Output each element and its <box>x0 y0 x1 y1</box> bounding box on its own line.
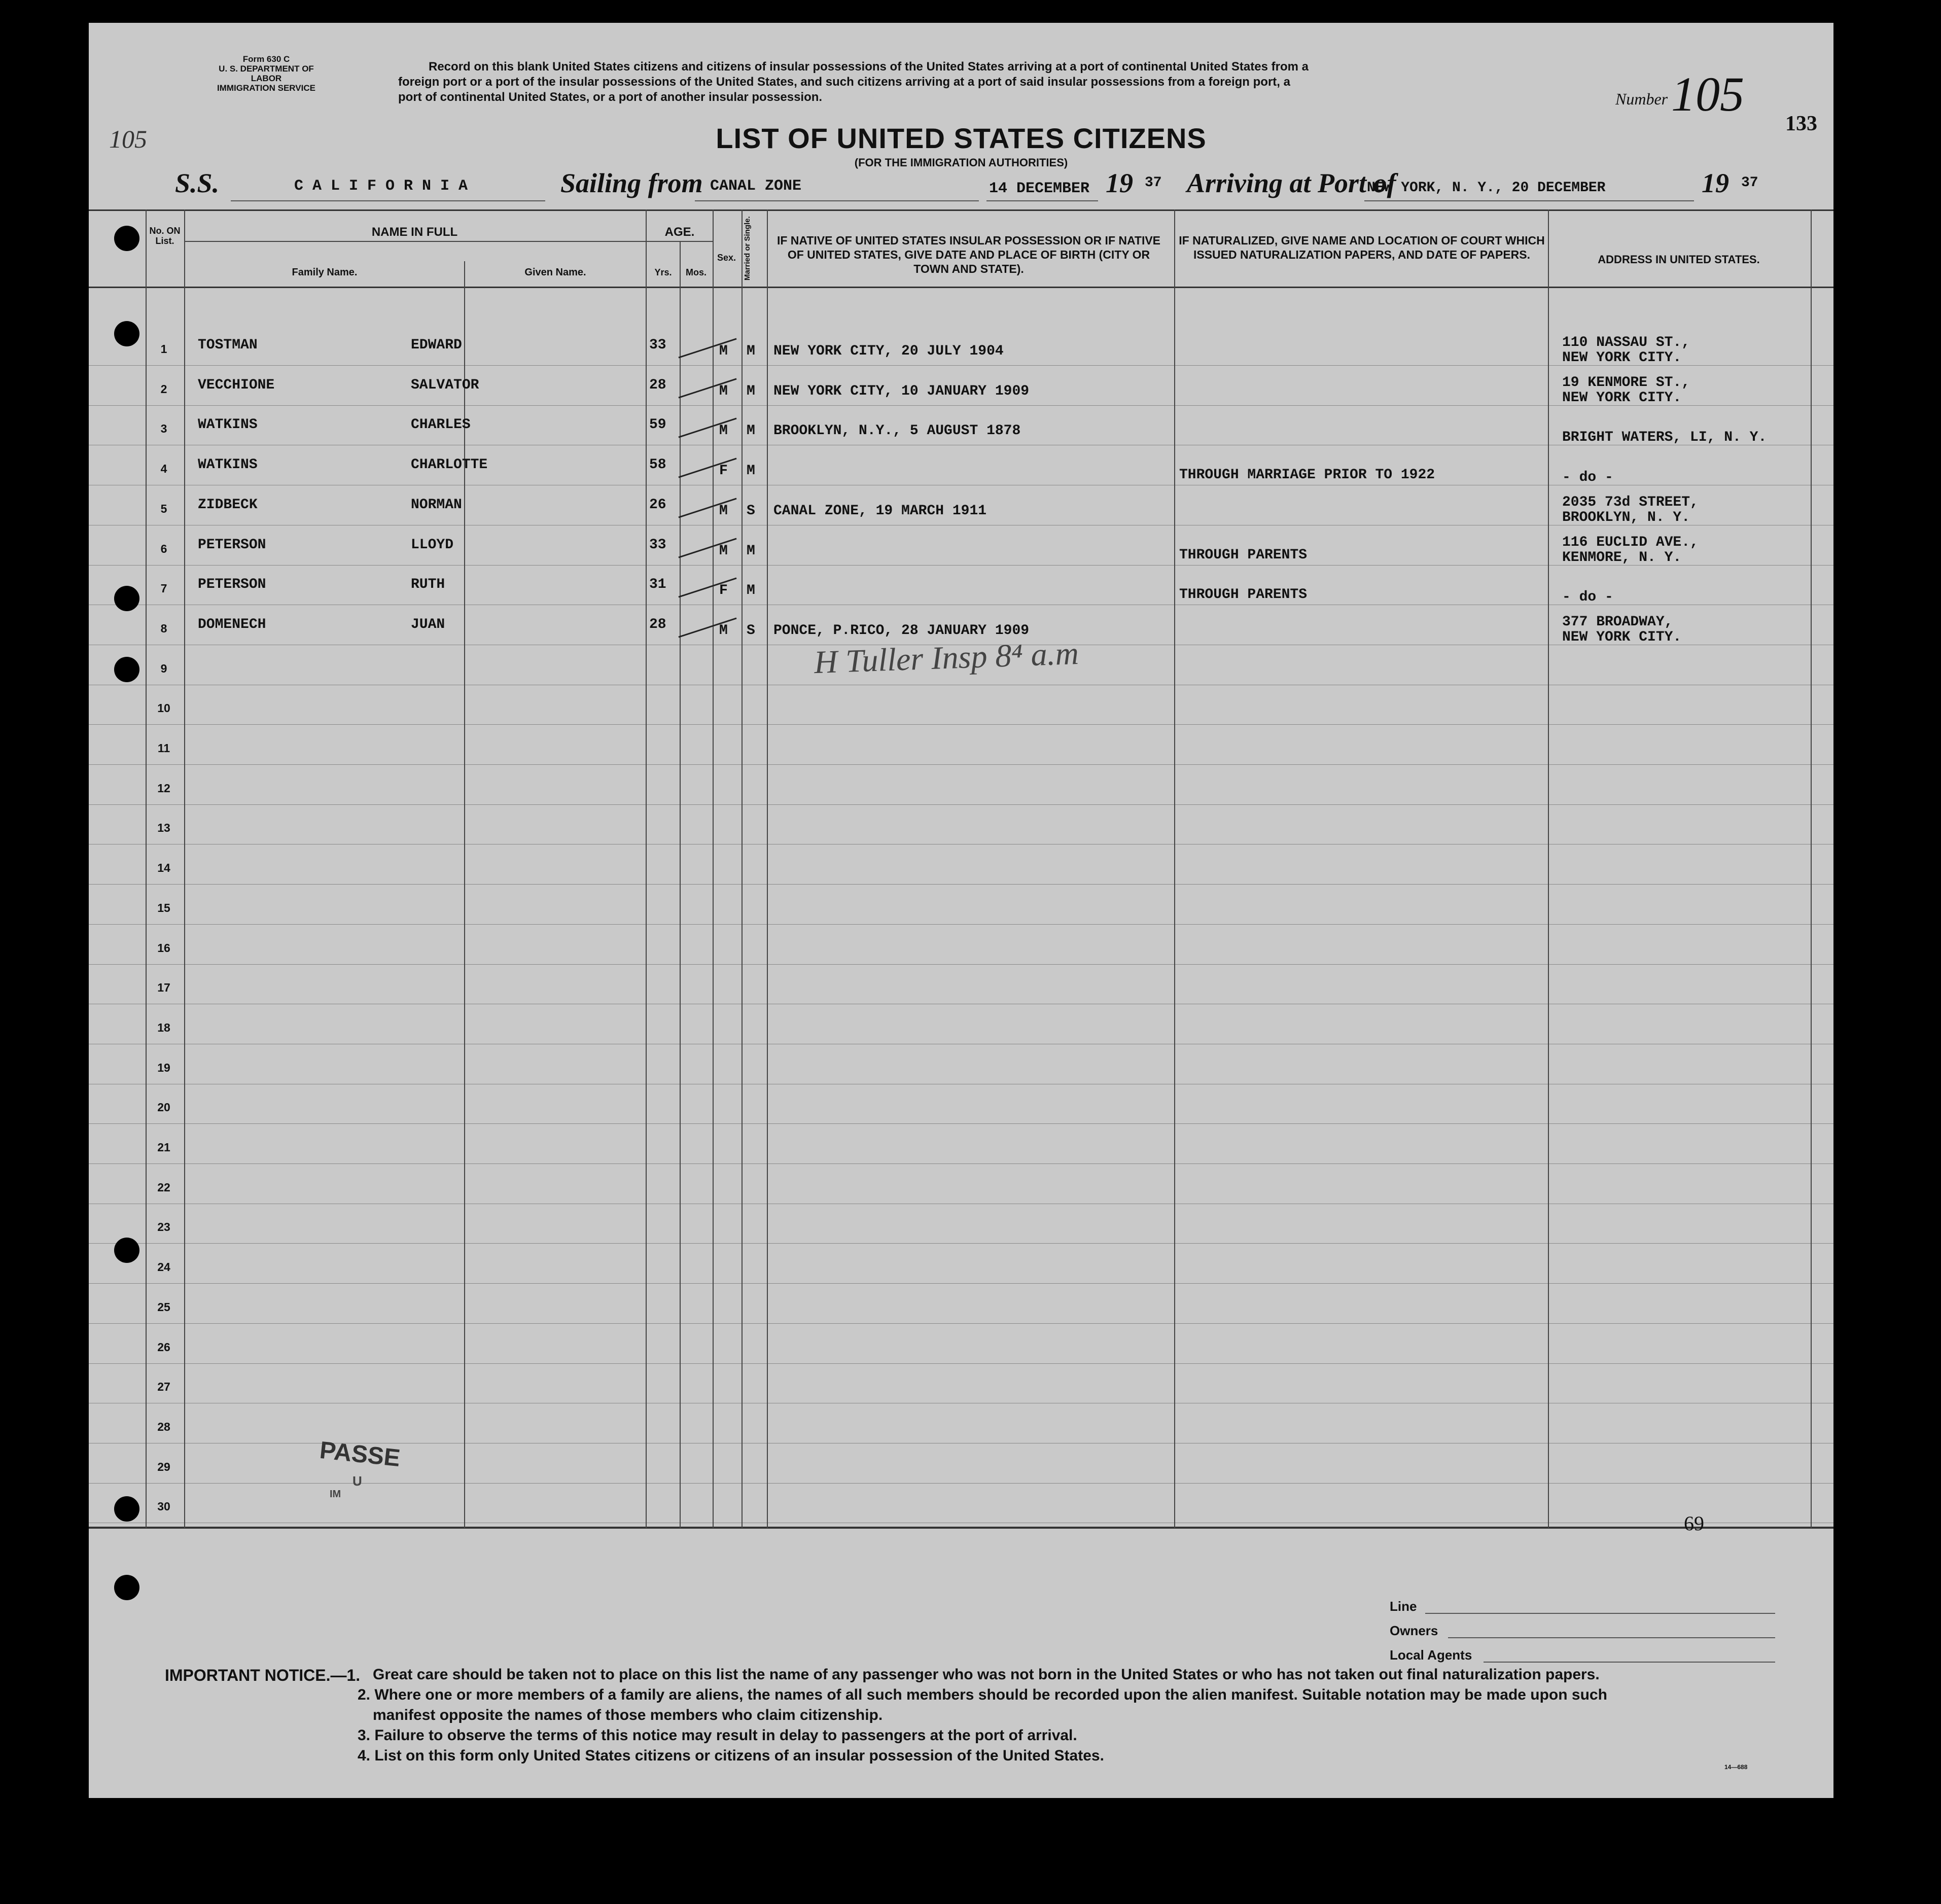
col-line <box>1174 209 1175 1528</box>
form-number: Form 630 C <box>242 54 290 64</box>
col-naturalized: IF NATURALIZED, GIVE NAME AND LOCATION OF COURT WHICH ISSUED NATURALIZATION PAPERS, AND DATE OF PAPERS. <box>1179 234 1545 261</box>
marital-status-cell: S <box>747 503 755 519</box>
col-line <box>680 241 681 1528</box>
family-name-cell: VECCHIONE <box>198 377 275 393</box>
number-label: Number <box>1615 90 1668 108</box>
row-number: 6 <box>160 542 167 555</box>
sailing-label: Sailing from <box>560 168 703 198</box>
address-line-1: 116 EUCLID AVE., <box>1562 534 1699 550</box>
col-mos: Mos. <box>685 267 707 277</box>
row-rule <box>89 964 1833 965</box>
row-number: 23 <box>157 1220 170 1234</box>
row-rule <box>89 1323 1833 1324</box>
row-rule <box>89 884 1833 885</box>
punch-hole <box>114 1575 139 1600</box>
row-number: 11 <box>157 742 170 755</box>
page-tally: 69 <box>1684 1512 1704 1535</box>
stamp-fragment: IM <box>330 1489 341 1500</box>
ss-label: S.S. <box>175 168 220 198</box>
col-line <box>767 209 768 1528</box>
birth-cell: PONCE, P.RICO, 28 JANUARY 1909 <box>773 622 1030 639</box>
agents-underline <box>1484 1662 1775 1663</box>
address-line-2: KENMORE, N. Y. <box>1562 549 1682 566</box>
family-name-cell: PETERSON <box>198 577 266 593</box>
marital-status-cell: M <box>747 543 755 559</box>
sailing-date: 14 DECEMBER <box>989 180 1090 197</box>
owners-underline <box>1448 1637 1775 1638</box>
family-name-cell: WATKINS <box>198 417 258 433</box>
col-line <box>1811 209 1812 1528</box>
address-line-1: 110 NASSAU ST., <box>1562 335 1690 350</box>
notice-item-1: Great care should be taken not to place on this list the name of any passenger who was not born in the United States or who has not taken out final naturalization papers. <box>373 1666 1600 1683</box>
ship-name: C A L I F O R N I A <box>294 178 468 195</box>
family-name-cell: WATKINS <box>198 457 258 473</box>
row-number: 7 <box>160 582 167 595</box>
naturalization-cell: THROUGH PARENTS <box>1179 587 1308 603</box>
row-number: 27 <box>157 1380 170 1394</box>
row-rule <box>89 724 1833 725</box>
table-bottom-border <box>89 1527 1833 1529</box>
sex-cell: M <box>719 383 728 399</box>
family-name-cell: TOSTMAN <box>198 337 258 353</box>
manifest-sheet <box>89 23 1833 1798</box>
footer-code: 14—688 <box>1724 1764 1748 1771</box>
arriving-label: Arriving at Port of <box>1187 168 1396 198</box>
row-number: 2 <box>160 382 167 396</box>
page-number: 133 <box>1785 112 1817 135</box>
page-subtitle: (FOR THE IMMIGRATION AUTHORITIES) <box>854 156 1068 169</box>
row-rule <box>89 1163 1833 1164</box>
check-mark-stroke <box>678 458 736 478</box>
margin-note: 105 <box>109 125 147 153</box>
col-age: AGE. <box>664 225 695 239</box>
address-line-2: - do - <box>1562 470 1613 486</box>
sex-cell: F <box>719 583 728 599</box>
given-name-cell: NORMAN <box>411 497 462 513</box>
marital-status-cell: M <box>747 463 755 479</box>
row-number: 4 <box>160 462 167 476</box>
date-underline <box>986 200 1098 201</box>
row-rule <box>89 1123 1833 1124</box>
address-line-2: - do - <box>1562 589 1613 606</box>
row-number: 12 <box>157 781 170 795</box>
address-line-2: BRIGHT WATERS, LI, N. Y. <box>1562 430 1767 446</box>
given-name-cell: RUTH <box>411 577 445 593</box>
punch-hole <box>114 321 139 346</box>
notice-item-3: 3. Failure to observe the terms of this notice may result in delay to passengers at the port of arrival. <box>358 1727 1077 1744</box>
age-years-cell: 28 <box>649 377 666 393</box>
naturalization-cell: THROUGH MARRIAGE PRIOR TO 1922 <box>1179 467 1435 483</box>
row-number: 30 <box>157 1500 170 1513</box>
age-years-cell: 33 <box>649 537 666 553</box>
sailing-year-prefix: 19 <box>1106 168 1133 198</box>
check-mark-stroke <box>678 617 736 638</box>
sailing-year: 37 <box>1145 175 1162 191</box>
stamp-fragment: U <box>352 1473 362 1489</box>
age-years-cell: 59 <box>649 417 666 433</box>
instructions <box>398 59 1626 105</box>
instruction-line: port of continental United States, or a port of another insular possession. <box>398 90 823 104</box>
row-number: 10 <box>157 701 170 715</box>
col-line <box>184 209 185 1528</box>
marital-status-cell: M <box>747 583 755 599</box>
col-married: Married or Single. <box>743 216 752 281</box>
form-info <box>216 54 317 93</box>
col-sex: Sex. <box>717 253 736 263</box>
check-mark-stroke <box>678 578 736 598</box>
service: IMMIGRATION SERVICE <box>217 83 315 93</box>
passed-stamp: PASSE <box>318 1436 402 1472</box>
col-given-name: Given Name. <box>524 267 586 278</box>
address-line-1: 2035 73d STREET, <box>1562 494 1699 510</box>
address-line-2: NEW YORK CITY. <box>1562 350 1682 366</box>
inspector-note: H Tuller Insp 8⁴ a.m <box>813 634 1079 681</box>
address-line-2: NEW YORK CITY. <box>1562 390 1682 406</box>
check-mark-stroke <box>678 418 736 438</box>
birth-cell: NEW YORK CITY, 20 JULY 1904 <box>773 343 1004 359</box>
age-years-cell: 33 <box>649 337 666 353</box>
row-rule <box>89 804 1833 805</box>
address-line-1: 19 KENMORE ST., <box>1562 374 1690 391</box>
row-number: 13 <box>157 821 170 835</box>
sex-cell: M <box>719 622 728 639</box>
col-line <box>742 209 743 1528</box>
sex-cell: M <box>719 423 728 439</box>
family-name-cell: DOMENECH <box>198 616 266 632</box>
col-line <box>464 261 465 1528</box>
row-number: 19 <box>157 1061 170 1074</box>
row-number: 5 <box>160 502 167 515</box>
row-rule <box>89 1243 1833 1244</box>
row-rule <box>89 764 1833 765</box>
col-line <box>713 209 714 1528</box>
arrival-port: NEW YORK, N. Y., 20 DECEMBER <box>1367 180 1606 196</box>
naturalization-cell: THROUGH PARENTS <box>1179 547 1308 563</box>
line-underline <box>1425 1613 1775 1614</box>
row-number: 16 <box>157 941 170 955</box>
address-line-2: BROOKLYN, N. Y. <box>1562 509 1690 525</box>
row-rule <box>89 924 1833 925</box>
given-name-cell: EDWARD <box>411 337 462 353</box>
given-name-cell: SALVATOR <box>411 377 479 393</box>
table-top-border <box>89 209 1833 211</box>
col-line <box>1548 209 1549 1528</box>
row-number: 3 <box>160 422 167 436</box>
age-years-cell: 26 <box>649 497 666 513</box>
arrival-underline <box>1364 200 1694 201</box>
birth-cell: CANAL ZONE, 19 MARCH 1911 <box>773 503 987 519</box>
col-line <box>146 209 147 1528</box>
row-rule <box>89 1363 1833 1364</box>
row-number: 18 <box>157 1020 170 1034</box>
marital-status-cell: M <box>747 423 755 439</box>
birth-cell: NEW YORK CITY, 10 JANUARY 1909 <box>773 383 1030 399</box>
col-yrs: Yrs. <box>654 267 672 277</box>
notice-item-4: 4. List on this form only United States citizens or citizens of an insular possession of the United States. <box>358 1747 1104 1764</box>
col-address: ADDRESS IN UNITED STATES. <box>1598 253 1760 266</box>
row-number: 29 <box>157 1460 170 1473</box>
row-number: 14 <box>157 861 170 875</box>
agents-label: Local Agents <box>1390 1647 1472 1663</box>
row-number: 20 <box>157 1101 170 1114</box>
age-years-cell: 28 <box>649 616 666 632</box>
address-line-1: 377 BROADWAY, <box>1562 614 1673 630</box>
sex-cell: F <box>719 463 728 479</box>
given-name-cell: CHARLOTTE <box>411 457 488 473</box>
col-birth: IF NATIVE OF UNITED STATES INSULAR POSSESSION OR IF NATIVE OF UNITED STATES, GIVE DATE AND PLACE OF BIRTH (CITY OR TOWN AND STATE). <box>777 234 1161 275</box>
birth-cell: BROOKLYN, N.Y., 5 AUGUST 1878 <box>773 423 1021 439</box>
col-line <box>646 209 647 1528</box>
col-no: No. ON List. <box>149 226 181 246</box>
instruction-line: foreign port or a port of the insular possessions of the United States, and such citizens arriving at a port of said insular possessions from a foreign port, a <box>398 75 1290 89</box>
address-line-2: NEW YORK CITY. <box>1562 629 1682 645</box>
notice-item-2: 2. Where one or more members of a family are aliens, the names of all such members should be recorded upon the alien manifest. Suitable notation may be made upon such <box>358 1686 1607 1703</box>
row-rule <box>89 1483 1833 1484</box>
age-years-cell: 31 <box>649 577 666 593</box>
department: U. S. DEPARTMENT OF LABOR <box>219 64 314 83</box>
punch-hole <box>114 226 139 251</box>
arrival-year-prefix: 19 <box>1702 168 1729 198</box>
marital-status-cell: M <box>747 383 755 399</box>
header-subdivider <box>185 241 713 242</box>
number-value: 105 <box>1671 67 1744 121</box>
sex-cell: M <box>719 543 728 559</box>
notice-heading: IMPORTANT NOTICE.—1. <box>165 1666 361 1684</box>
row-number: 15 <box>157 901 170 914</box>
check-mark-stroke <box>678 498 736 518</box>
punch-hole <box>114 1238 139 1263</box>
sailing-from: CANAL ZONE <box>710 178 802 195</box>
age-years-cell: 58 <box>649 457 666 473</box>
punch-hole <box>114 657 139 682</box>
punch-hole <box>114 586 139 611</box>
check-mark-stroke <box>678 338 736 359</box>
ship-underline <box>231 200 545 201</box>
owners-label: Owners <box>1390 1623 1438 1638</box>
row-rule <box>89 1283 1833 1284</box>
row-number: 8 <box>160 621 167 635</box>
sailing-underline <box>695 200 979 201</box>
given-name-cell: LLOYD <box>411 537 454 553</box>
marital-status-cell: M <box>747 343 755 359</box>
row-number: 21 <box>157 1141 170 1154</box>
row-number: 26 <box>157 1340 170 1354</box>
sex-cell: M <box>719 503 728 519</box>
marital-status-cell: S <box>747 622 755 639</box>
given-name-cell: JUAN <box>411 616 445 632</box>
instruction-line: Record on this blank United States citizens and citizens of insular possessions of the United States arriving at a port of continental United States from a <box>429 60 1309 74</box>
row-number: 9 <box>160 661 167 675</box>
check-mark-stroke <box>678 538 736 558</box>
col-family-name: Family Name. <box>292 267 358 278</box>
row-number: 22 <box>157 1180 170 1194</box>
punch-hole <box>114 1496 139 1522</box>
family-name-cell: ZIDBECK <box>198 497 258 513</box>
row-number: 1 <box>160 342 167 356</box>
col-name-in-full: NAME IN FULL <box>371 225 458 239</box>
table-header-bottom <box>89 287 1833 288</box>
arrival-year: 37 <box>1741 175 1758 191</box>
notice-item-2-cont: manifest opposite the names of those members who claim citizenship. <box>373 1707 883 1723</box>
row-number: 24 <box>157 1260 170 1274</box>
line-label: Line <box>1390 1599 1417 1614</box>
sex-cell: M <box>719 343 728 359</box>
row-number: 17 <box>157 981 170 995</box>
row-number: 28 <box>157 1420 170 1433</box>
check-mark-stroke <box>678 378 736 398</box>
family-name-cell: PETERSON <box>198 537 266 553</box>
page-title: LIST OF UNITED STATES CITIZENS <box>716 122 1207 154</box>
given-name-cell: CHARLES <box>411 417 471 433</box>
row-number: 25 <box>157 1300 170 1314</box>
